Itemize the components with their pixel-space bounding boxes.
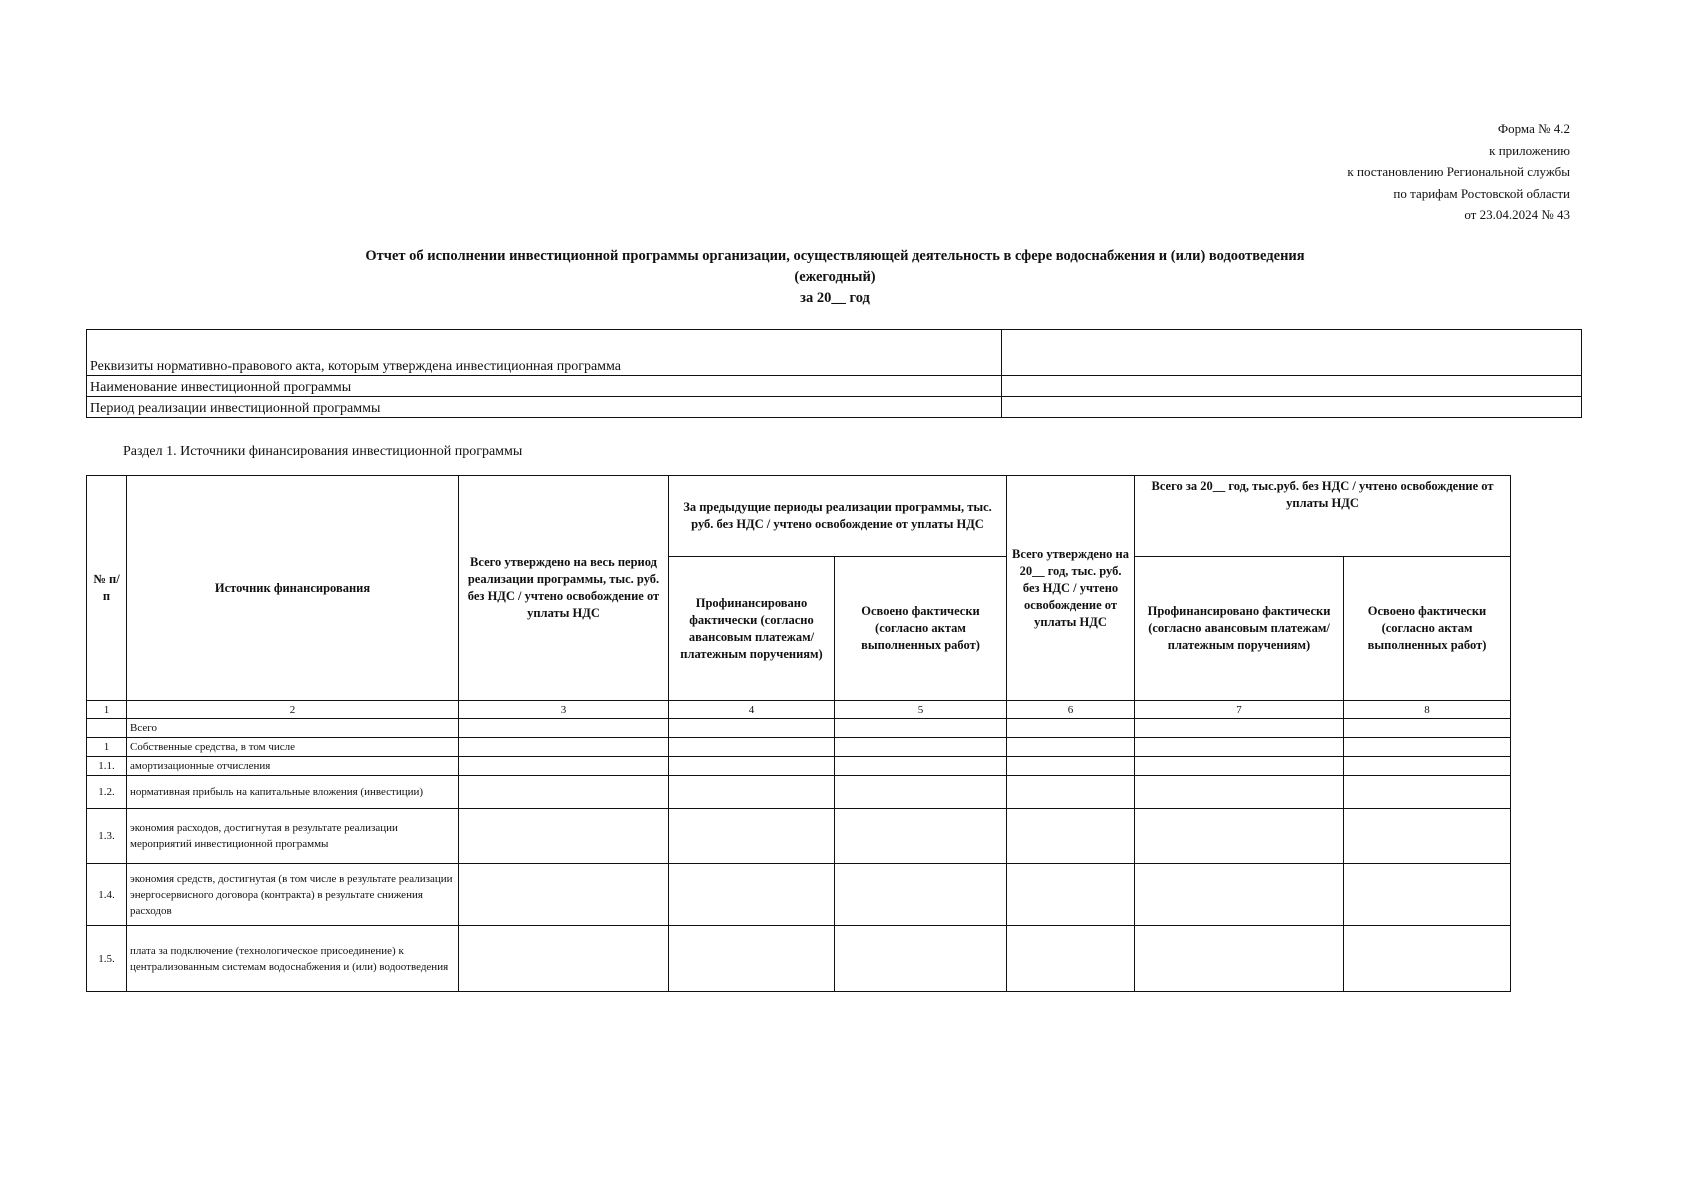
value-cell[interactable] (835, 864, 1007, 926)
header-year-mastered: Освоено фактически (согласно актам выполненных работ) (1344, 557, 1511, 701)
row-number: 1.2. (87, 776, 127, 809)
header-num: № п/п (87, 476, 127, 701)
header-prev-mastered: Освоено фактически (согласно актам выполненных работ) (835, 557, 1007, 701)
form-number: Форма № 4.2 (1497, 121, 1570, 136)
requisites-table (86, 329, 1582, 418)
header-source: Источник финансирования (127, 476, 459, 701)
value-cell[interactable] (459, 738, 669, 757)
header-year-total: Всего за 20__ год, тыс.руб. без НДС / учтено освобождение от уплаты НДС (1135, 476, 1511, 557)
financing-sources-table (86, 475, 1511, 992)
table-row (87, 809, 1511, 864)
value-cell[interactable] (669, 864, 835, 926)
header-total-approved: Всего утверждено на весь период реализации программы, тыс. руб. без НДС / учтено освобождение от уплаты НДС (459, 476, 669, 701)
value-cell[interactable] (669, 719, 835, 738)
value-cell[interactable] (669, 776, 835, 809)
appendix-ref: к приложению (1489, 142, 1570, 158)
value-cell[interactable] (669, 757, 835, 776)
column-number: 6 (1007, 701, 1135, 719)
table-row (87, 757, 1511, 776)
row-source-name: нормативная прибыль на капитальные вложения (инвестиции) (127, 776, 459, 809)
requisites-row (87, 330, 1582, 376)
value-cell[interactable] (1135, 738, 1344, 757)
column-number: 7 (1135, 701, 1344, 719)
value-cell[interactable] (669, 809, 835, 864)
requisites-value[interactable] (1002, 376, 1582, 397)
requisites-row (87, 397, 1582, 418)
row-source-name: амортизационные отчисления (127, 757, 459, 776)
requisites-label: Наименование инвестиционной программы (87, 376, 1002, 397)
title-line-3: за 20__ год (800, 290, 870, 306)
value-cell[interactable] (1007, 809, 1135, 864)
row-number: 1.1. (87, 757, 127, 776)
resolution-ref: к постановлению Региональной службы (1347, 164, 1570, 179)
row-number: 1.3. (87, 809, 127, 864)
value-cell[interactable] (835, 776, 1007, 809)
row-number: 1 (87, 738, 127, 757)
requisites-value[interactable] (1002, 397, 1582, 418)
header-prev-financed: Профинансировано фактически (согласно авансовым платежам/платежным поручениям) (669, 557, 835, 701)
table-row (87, 864, 1511, 926)
row-number: 1.4. (87, 864, 127, 926)
value-cell[interactable] (459, 864, 669, 926)
form-reference-block (1210, 118, 1570, 226)
value-cell[interactable] (459, 757, 669, 776)
value-cell[interactable] (1135, 757, 1344, 776)
resolution-date: от 23.04.2024 № 43 (1464, 207, 1570, 222)
requisites-label: Реквизиты нормативно-правового акта, которым утверждена инвестиционная программа (87, 330, 1002, 376)
row-source-name: экономия средств, достигнутая (в том числе в результате реализации энергосервисного договора (контракта) в результате снижения расходов (127, 864, 459, 926)
row-source-name: Всего (127, 719, 459, 738)
authority-ref: по тарифам Ростовской области (1393, 185, 1570, 201)
value-cell[interactable] (1135, 776, 1344, 809)
section-1-title: Раздел 1. Источники финансирования инвестиционной программы (123, 444, 523, 459)
value-cell[interactable] (1344, 738, 1511, 757)
column-number: 2 (127, 701, 459, 719)
column-number: 4 (669, 701, 835, 719)
value-cell[interactable] (1007, 738, 1135, 757)
header-year-financed: Профинансировано фактически (согласно авансовым платежам/платежным поручениям) (1135, 557, 1344, 701)
column-number: 5 (835, 701, 1007, 719)
value-cell[interactable] (459, 926, 669, 992)
value-cell[interactable] (835, 809, 1007, 864)
row-source-name: плата за подключение (технологическое присоединение) к централизованным системам водоснабжения и (или) водоотведения (127, 926, 459, 992)
requisites-label: Период реализации инвестиционной программы (87, 397, 1002, 418)
value-cell[interactable] (1007, 926, 1135, 992)
value-cell[interactable] (1007, 757, 1135, 776)
table-row (87, 719, 1511, 738)
value-cell[interactable] (1007, 719, 1135, 738)
value-cell[interactable] (1344, 757, 1511, 776)
document-title (150, 246, 1520, 309)
column-numbers-row (87, 701, 1511, 719)
row-source-name: Собственные средства, в том числе (127, 738, 459, 757)
value-cell[interactable] (1135, 926, 1344, 992)
value-cell[interactable] (835, 926, 1007, 992)
value-cell[interactable] (1135, 864, 1344, 926)
value-cell[interactable] (459, 809, 669, 864)
value-cell[interactable] (1135, 809, 1344, 864)
value-cell[interactable] (1344, 719, 1511, 738)
column-number: 3 (459, 701, 669, 719)
value-cell[interactable] (835, 738, 1007, 757)
row-number: 1.5. (87, 926, 127, 992)
value-cell[interactable] (1344, 776, 1511, 809)
title-line-1: Отчет об исполнении инвестиционной программы организации, осуществляющей деятельность в сфере водоснабжения и (или) водоотведения (365, 248, 1305, 264)
value-cell[interactable] (1344, 926, 1511, 992)
title-line-2: (ежегодный) (794, 269, 876, 285)
value-cell[interactable] (669, 738, 835, 757)
column-number: 8 (1344, 701, 1511, 719)
value-cell[interactable] (459, 776, 669, 809)
value-cell[interactable] (1344, 809, 1511, 864)
value-cell[interactable] (1135, 719, 1344, 738)
header-year-approved: Всего утверждено на 20__ год, тыс. руб. без НДС / учтено освобождение от уплаты НДС (1007, 476, 1135, 701)
row-number (87, 719, 127, 738)
row-source-name: экономия расходов, достигнутая в результате реализации мероприятий инвестиционной программы (127, 809, 459, 864)
requisites-value[interactable] (1002, 330, 1582, 376)
table-row (87, 926, 1511, 992)
requisites-row (87, 376, 1582, 397)
value-cell[interactable] (1007, 864, 1135, 926)
value-cell[interactable] (835, 719, 1007, 738)
value-cell[interactable] (1007, 776, 1135, 809)
table-row (87, 738, 1511, 757)
value-cell[interactable] (835, 757, 1007, 776)
header-prev-periods: За предыдущие периоды реализации программы, тыс. руб. без НДС / учтено освобождение от уплаты НДС (669, 476, 1007, 557)
value-cell[interactable] (669, 926, 835, 992)
value-cell[interactable] (1344, 864, 1511, 926)
column-number: 1 (87, 701, 127, 719)
value-cell[interactable] (459, 719, 669, 738)
table-row (87, 776, 1511, 809)
